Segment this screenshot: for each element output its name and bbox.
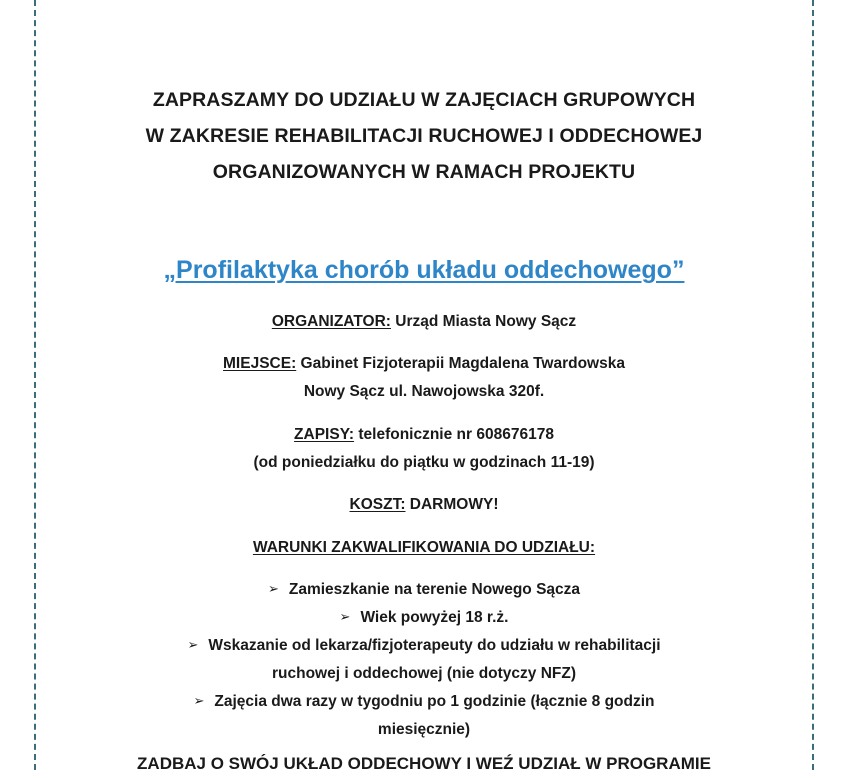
arrow-bullet-icon: ➢ <box>339 609 351 624</box>
list-item <box>40 604 808 632</box>
place-value-line-2: Nowy Sącz ul. Nawojowska 320f. <box>303 383 545 400</box>
place-info <box>40 350 808 406</box>
cost-value: DARMOWY! <box>409 496 499 513</box>
cost-label: KOSZT: <box>349 496 406 513</box>
heading-line-1: ZAPRASZAMY DO UDZIAŁU W ZAJĘCIACH GRUPOWYCH <box>152 89 696 111</box>
list-item <box>40 576 808 604</box>
signup-info <box>40 421 808 477</box>
list-item-continuation: ruchowej i oddechowej (nie dotyczy NFZ) <box>272 665 576 682</box>
cost-info <box>40 491 808 519</box>
arrow-bullet-icon: ➢ <box>267 581 279 596</box>
place-label: MIEJSCE: <box>223 355 297 372</box>
list-item-continuation: miesięcznie) <box>377 721 471 738</box>
place-value-line-1: Gabinet Fizjoterapii Magdalena Twardowska <box>300 355 625 372</box>
call-to-action: ZADBAJ O SWÓJ UKŁAD ODDECHOWY I WEŹ UDZIAŁ W PROGRAMIE <box>137 754 711 773</box>
conditions-label: WARUNKI ZAKWALIFIKOWANIA DO UDZIAŁU: <box>252 539 596 556</box>
project-title: „Profilaktyka chorób układu oddechowego” <box>163 256 685 284</box>
organizer-info <box>40 308 808 336</box>
signup-value-line-2: (od poniedziałku do piątku w godzinach 11-19) <box>253 454 595 471</box>
condition-text: Zajęcia dwa razy w tygodniu po 1 godzinie (łącznie 8 godzin <box>214 693 655 710</box>
heading-line-2: W ZAKRESIE REHABILITACJI RUCHOWEJ I ODDECHOWEJ <box>145 125 703 147</box>
heading-line-3: ORGANIZOWANYCH W RAMACH PROJEKTU <box>212 161 636 183</box>
invitation-heading <box>40 82 808 190</box>
condition-text: Wskazanie od lekarza/fizjoterapeuty do udziału w rehabilitacji <box>208 637 661 654</box>
list-item <box>40 632 808 660</box>
conditions-list <box>40 576 808 744</box>
page-border-left <box>34 0 36 770</box>
condition-text: Wiek powyżej 18 r.ż. <box>360 609 509 626</box>
signup-value-line-1: telefonicznie nr 608676178 <box>358 426 554 443</box>
arrow-bullet-icon: ➢ <box>193 693 205 708</box>
conditions-heading <box>40 534 808 562</box>
organizer-value: Urząd Miasta Nowy Sącz <box>395 313 577 330</box>
signup-label: ZAPISY: <box>294 426 355 443</box>
organizer-label: ORGANIZATOR: <box>271 313 391 330</box>
arrow-bullet-icon: ➢ <box>187 637 199 652</box>
page-border-right <box>812 0 814 770</box>
condition-text: Zamieszkanie na terenie Nowego Sącza <box>288 581 581 598</box>
list-item <box>40 688 808 716</box>
